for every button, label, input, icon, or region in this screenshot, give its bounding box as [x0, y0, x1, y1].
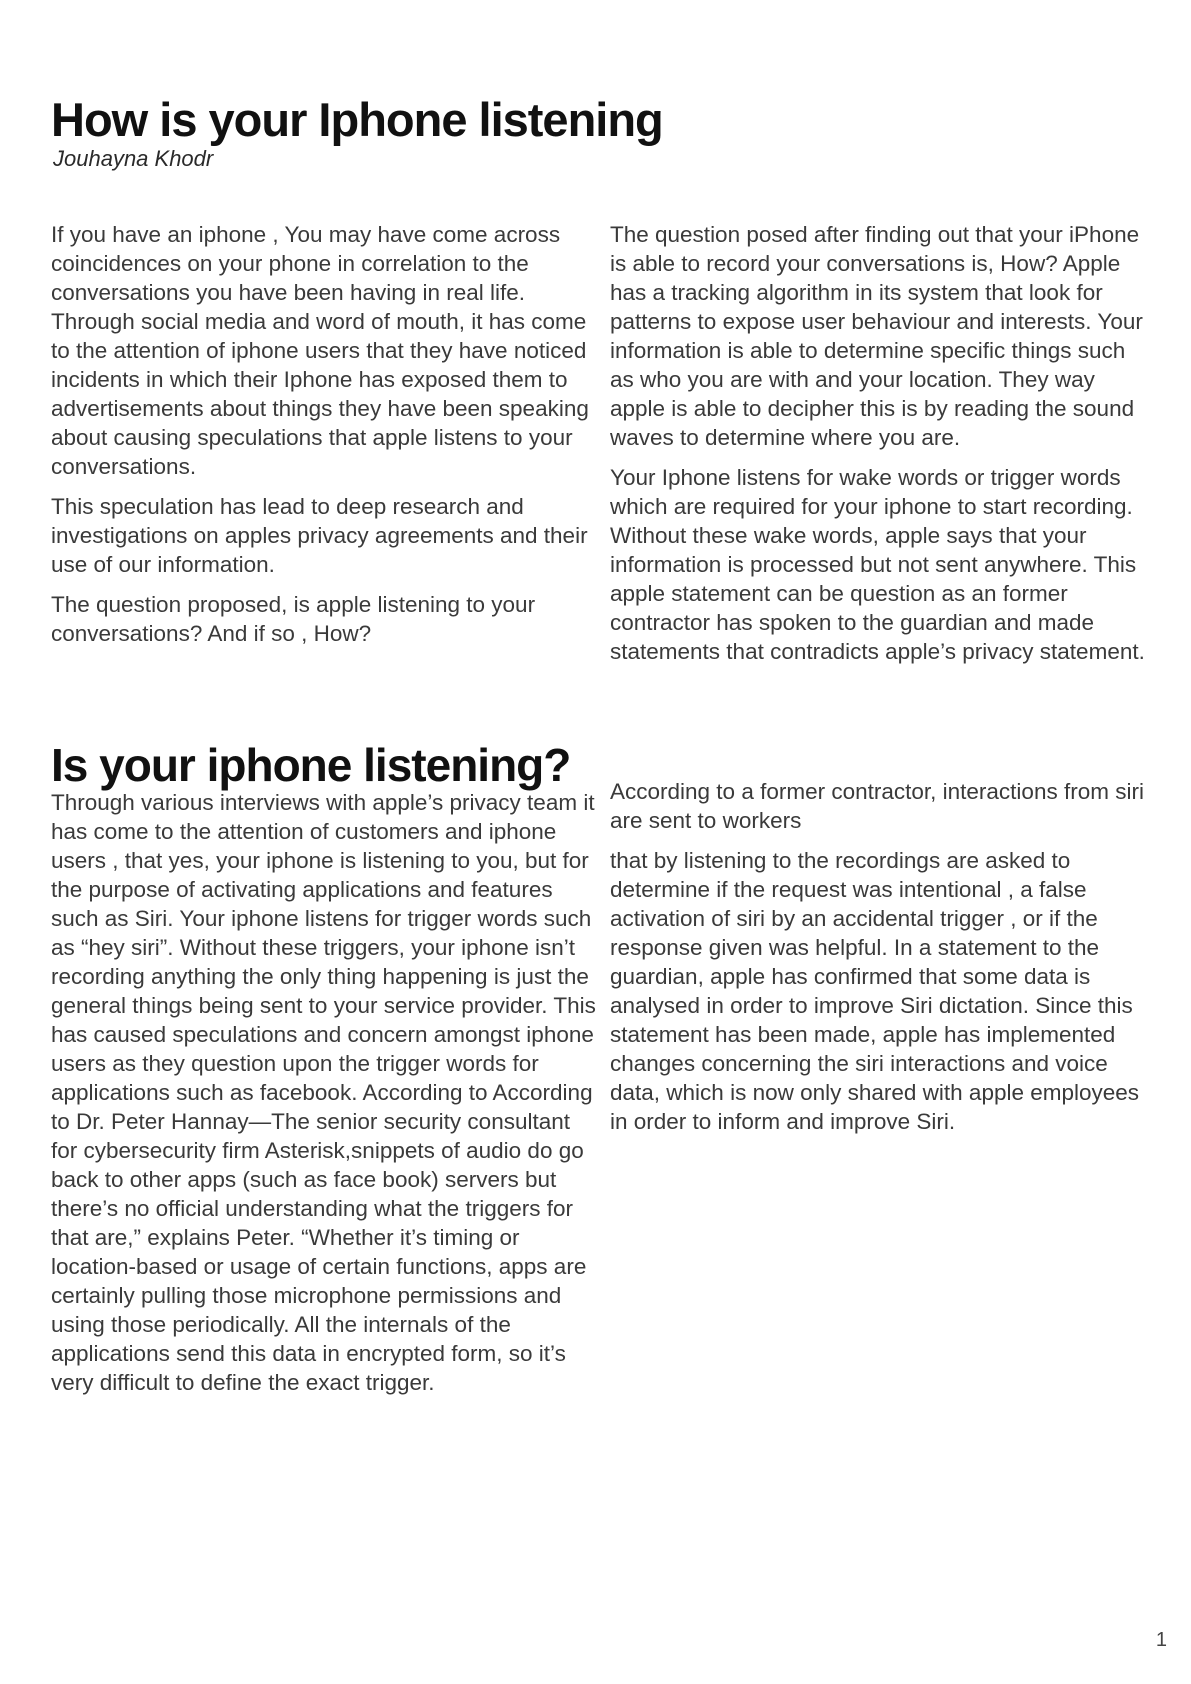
left-column-section	[51, 739, 596, 1408]
page-number: 1	[1155, 1629, 1167, 1651]
paragraph: This speculation has lead to deep research and investigations on apples privacy agreements and their use of our information.	[51, 494, 588, 577]
paragraph: The question proposed, is apple listening to your conversations? And if so , How?	[51, 592, 536, 646]
paragraph: Through various interviews with apple’s privacy team it has come to the attention of customers and iphone users , that yes, your iphone is listening to you, but for the purpose of activating applications and features such as Siri. Your iphone listens for trigger words such as “hey siri”. Without these triggers, your iphone isn’t recording anything the only thing happening is just the general things being sent to your service provider. This has caused speculations and concern amongst iphone users as they question upon the trigger words for applications such as facebook. According to According to Dr. Peter Hannay—The senior security consultant for cybersecurity firm Asterisk,snippets of audio do go back to other apps (such as face book) servers but there’s no official understanding what the triggers for that are,” explains Peter. “Whether it’s timing or location-based or usage of certain functions, apps are certainly pulling those microphone permissions and using those periodically. All the internals of the applications send this data in encrypted form, so it’s very difficult to define the exact trigger.	[51, 790, 596, 1395]
author-name: Jouhayna Khodr	[53, 146, 214, 171]
section-heading: Is your iphone listening?	[51, 739, 571, 791]
document-title: How is your Iphone listening	[51, 93, 663, 146]
paragraph: According to a former contractor, interactions from siri are sent to workers	[610, 779, 1144, 833]
paragraph: The question posed after finding out that your iPhone is able to record your conversations is, How? Apple has a tracking algorithm in its system that look for patterns to expose user behaviour and interests. Your information is able to determine specific things such as who you are with and your location. They way apple is able to decipher this is by reading the sound waves to determine where you are.	[610, 222, 1143, 450]
paragraph: If you have an iphone , You may have come across coincidences on your phone in correlation to the conversations you have been having in real life. Through social media and word of mouth, it has come to the attention of iphone users that they have noticed incidents in which their Iphone has exposed them to advertisements about things they have been speaking about causing speculations that apple listens to your conversations.	[51, 222, 589, 479]
paragraph: Your Iphone listens for wake words or trigger words which are required for your iphone to start recording. Without these wake words, apple says that your information is processed but not sent anywhere. This apple statement can be question as an former contractor has spoken to the guardian and made statements that contradicts apple’s privacy statement.	[610, 465, 1145, 664]
right-column-intro	[610, 220, 1155, 677]
paragraph: that by listening to the recordings are asked to determine if the request was intentional , a false activation of siri by an accidental trigger , or if the response given was helpful. In a statement to the guardian, apple has confirmed that some data is analysed in order to improve Siri dictation. Since this statement has been made, apple has implemented changes concerning the siri interactions and voice data, which is now only shared with apple employees in order to inform and improve Siri.	[610, 848, 1140, 1134]
left-column-intro	[51, 220, 596, 659]
right-column-section	[610, 777, 1155, 1147]
